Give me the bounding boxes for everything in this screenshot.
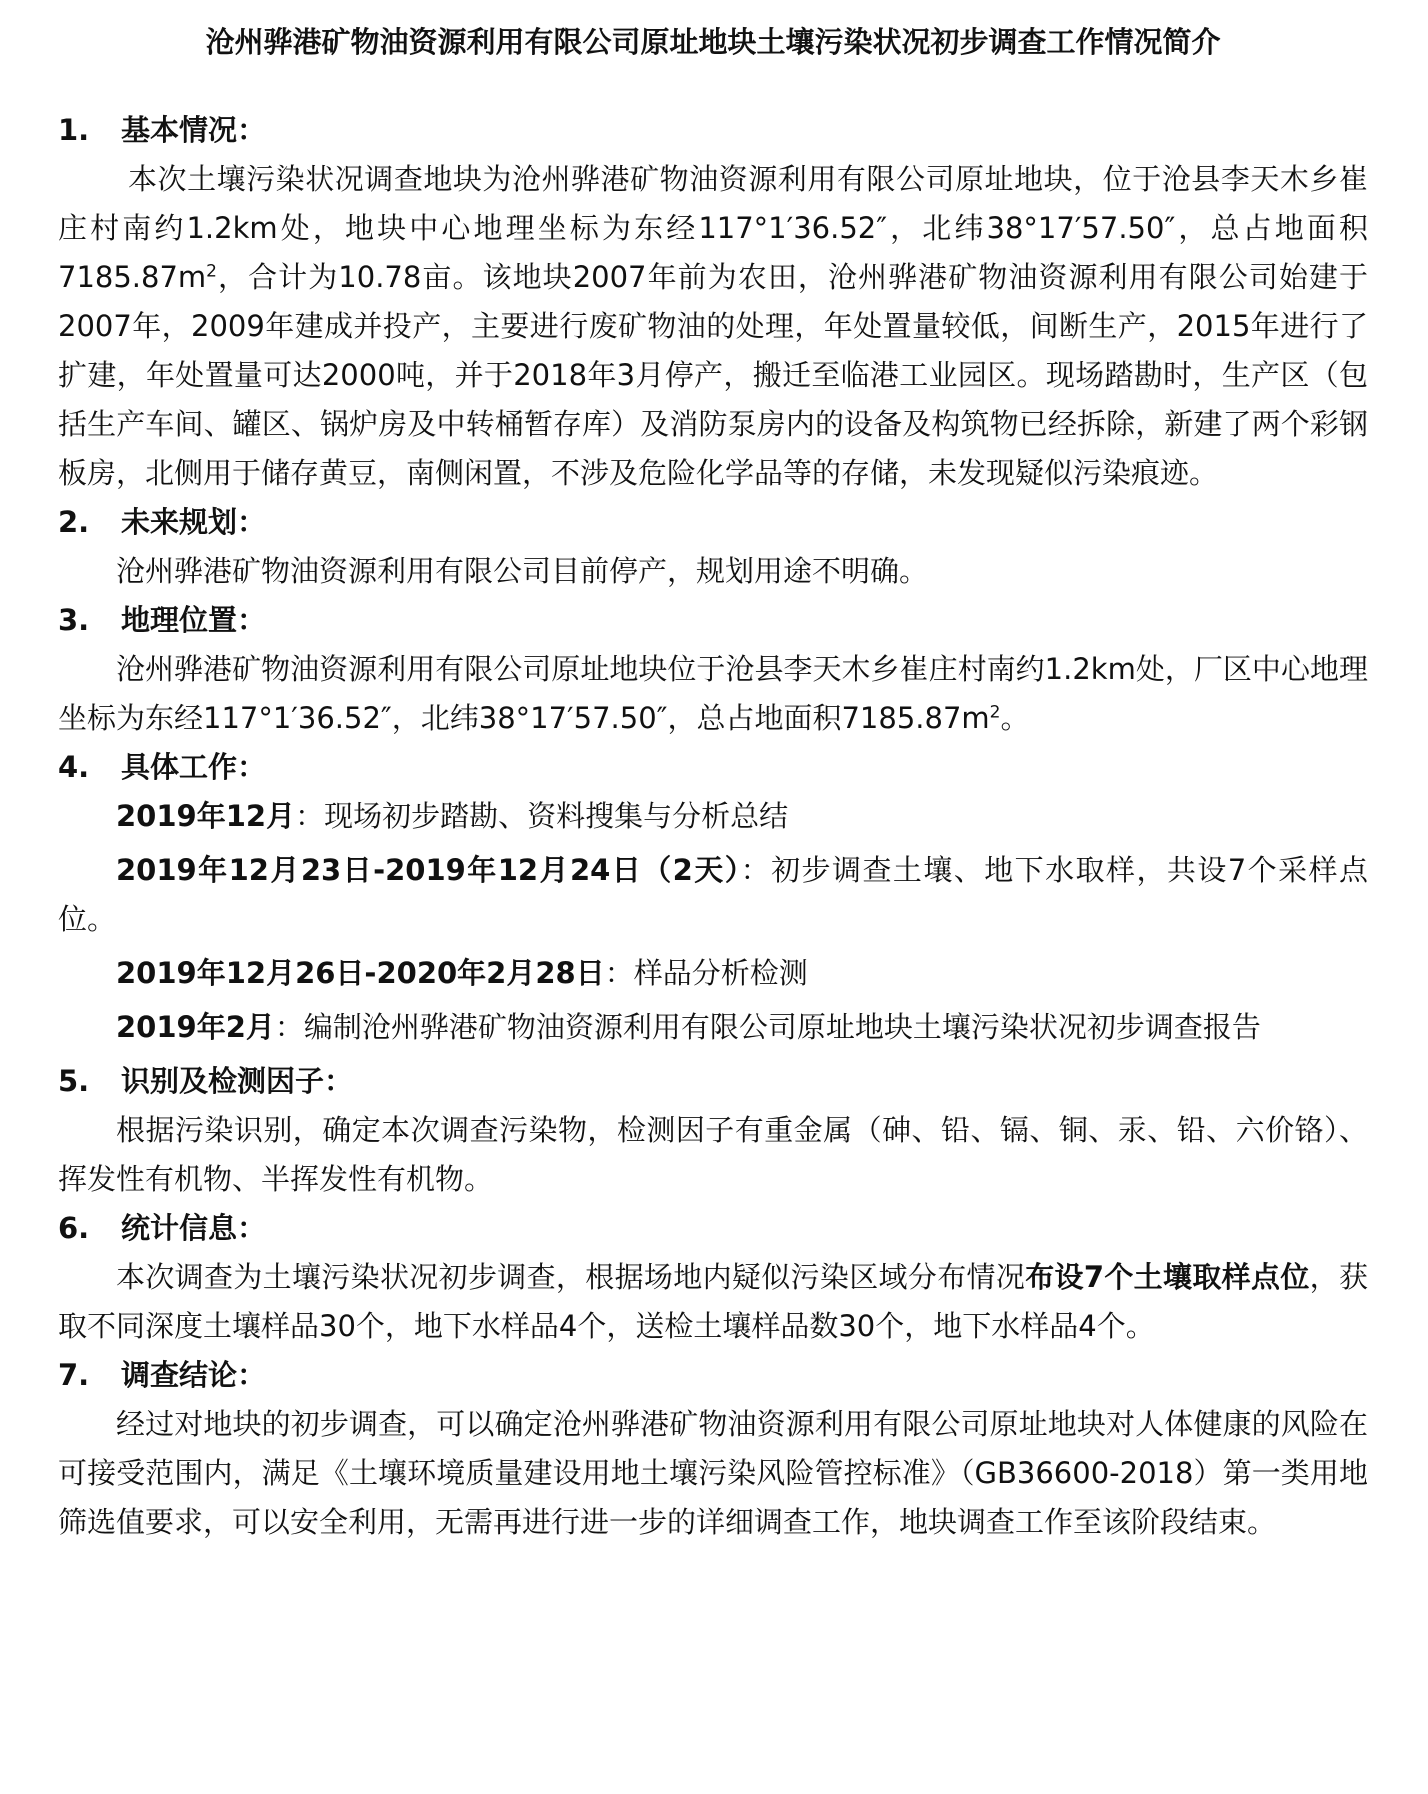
section-heading: [58, 106, 1368, 155]
section-paragraph: 经过对地块的初步调查，可以确定沧州骅港矿物油资源利用有限公司原址地块对人体健康的风险在可接受范围内，满足《土壤环境质量建设用地土壤污染风险管控标准》（GB36600-2018）第一类用地筛选值要求，可以安全利用，无需再进行进一步的详细调查工作，地块调查工作至该阶段结束。: [58, 1407, 1368, 1539]
section-paragraph: 根据污染识别，确定本次调查污染物，检测因子有重金属（砷、铅、镉、铜、汞、铅、六价铬）、挥发性有机物、半挥发性有机物。: [58, 1113, 1368, 1196]
section-heading: [58, 743, 1368, 792]
work-text: ：现场初步踏勘、资料搜集与分析总结: [295, 799, 789, 833]
section-paragraph: [58, 1253, 1368, 1351]
section-number: 6.: [58, 1211, 90, 1245]
section-heading: [58, 1204, 1368, 1253]
section-location: [58, 596, 1368, 743]
work-date: 2019年2月: [116, 1010, 275, 1044]
paragraph-text: ，合计为10.78亩。该地块2007年前为农田，沧州骅港矿物油资源利用有限公司始建于2007年，2009年建成并投产，主要进行废矿物油的处理，年处置量较低，间断生产，2015年进行了扩建，年处置量可达2000吨，并于2018年3月停产，搬迁至临港工业园区。现场踏勘时，生产区（包括生产车间、罐区、锅炉房及中转桶暂存库）及消防泵房内的设备及构筑物已经拆除，新建了两个彩钢板房，北侧用于储存黄豆，南侧闲置，不涉及危险化学品等的存储，未发现疑似污染痕迹。: [58, 260, 1368, 490]
section-number: 3.: [58, 603, 90, 637]
work-date: 2019年12月26日-2020年2月28日: [116, 956, 605, 990]
section-work: [58, 743, 1368, 1052]
section-future-plan: [58, 498, 1368, 596]
section-conclusion: [58, 1351, 1368, 1547]
section-heading: [58, 1351, 1368, 1400]
work-schedule-item: [58, 846, 1368, 944]
work-text: ：样品分析检测: [604, 956, 808, 990]
section-detection-factors: [58, 1057, 1368, 1204]
section-paragraph: 沧州骅港矿物油资源利用有限公司目前停产，规划用途不明确。: [116, 554, 929, 588]
section-heading-text: 识别及检测因子：: [121, 1064, 354, 1098]
superscript: 2: [989, 702, 1001, 723]
section-heading-text: 基本情况：: [121, 113, 267, 147]
section-heading-text: 地理位置：: [121, 603, 267, 637]
work-date: 2019年12月23日-2019年12月24日（2天）: [116, 853, 741, 887]
section-heading-text: 调查结论：: [121, 1358, 267, 1392]
section-number: 5.: [58, 1064, 90, 1098]
work-schedule-item: [58, 1003, 1368, 1052]
highlight-text: 布设7个土壤取样点位: [1025, 1260, 1310, 1294]
section-paragraph: [58, 645, 1368, 743]
paragraph-text: 本次调查为土壤污染状况初步调查，根据场地内疑似污染区域分布情况: [116, 1260, 1026, 1294]
section-basic-info: [58, 106, 1368, 498]
section-number: 7.: [58, 1358, 90, 1392]
section-heading: [58, 596, 1368, 645]
section-number: 2.: [58, 505, 90, 539]
work-date: 2019年12月: [116, 799, 296, 833]
section-statistics: [58, 1204, 1368, 1351]
section-paragraph: [58, 155, 1368, 498]
paragraph-text: ，获取不同深度土壤样品30个，地下水样品4个，送检土壤样品数30个，地下水样品4个。: [58, 1260, 1368, 1343]
section-number: 1.: [58, 113, 90, 147]
document-title: 沧州骅港矿物油资源利用有限公司原址地块土壤污染状况初步调查工作情况简介: [205, 25, 1221, 59]
paragraph-text: 本次土壤污染状况调查地块为沧州骅港矿物油资源利用有限公司原址地块，位于沧县李天木乡崔庄村南约1.2km处，地块中心地理坐标为东经117°1′36.52″，北纬38°17′57.50″，总占地面积7185.87m: [58, 162, 1368, 294]
section-heading: [58, 498, 1368, 547]
section-heading-text: 具体工作：: [121, 750, 267, 784]
work-text: ：初步调查土壤、地下水取样，共设7个采样点位。: [58, 853, 1368, 936]
section-number: 4.: [58, 750, 90, 784]
work-schedule-item: [58, 792, 1368, 841]
section-heading-text: 统计信息：: [121, 1211, 267, 1245]
section-heading: [58, 1057, 1368, 1106]
paragraph-text: 。: [1000, 701, 1030, 735]
work-text: ：编制沧州骅港矿物油资源利用有限公司原址地块土壤污染状况初步调查报告: [274, 1010, 1261, 1044]
paragraph-text: 沧州骅港矿物油资源利用有限公司原址地块位于沧县李天木乡崔庄村南约1.2km处，厂区中心地理坐标为东经117°1′36.52″，北纬38°17′57.50″，总占地面积7185.87m: [58, 652, 1368, 735]
superscript: 2: [206, 261, 217, 282]
work-schedule-item: [58, 949, 1368, 998]
section-heading-text: 未来规划：: [121, 505, 267, 539]
